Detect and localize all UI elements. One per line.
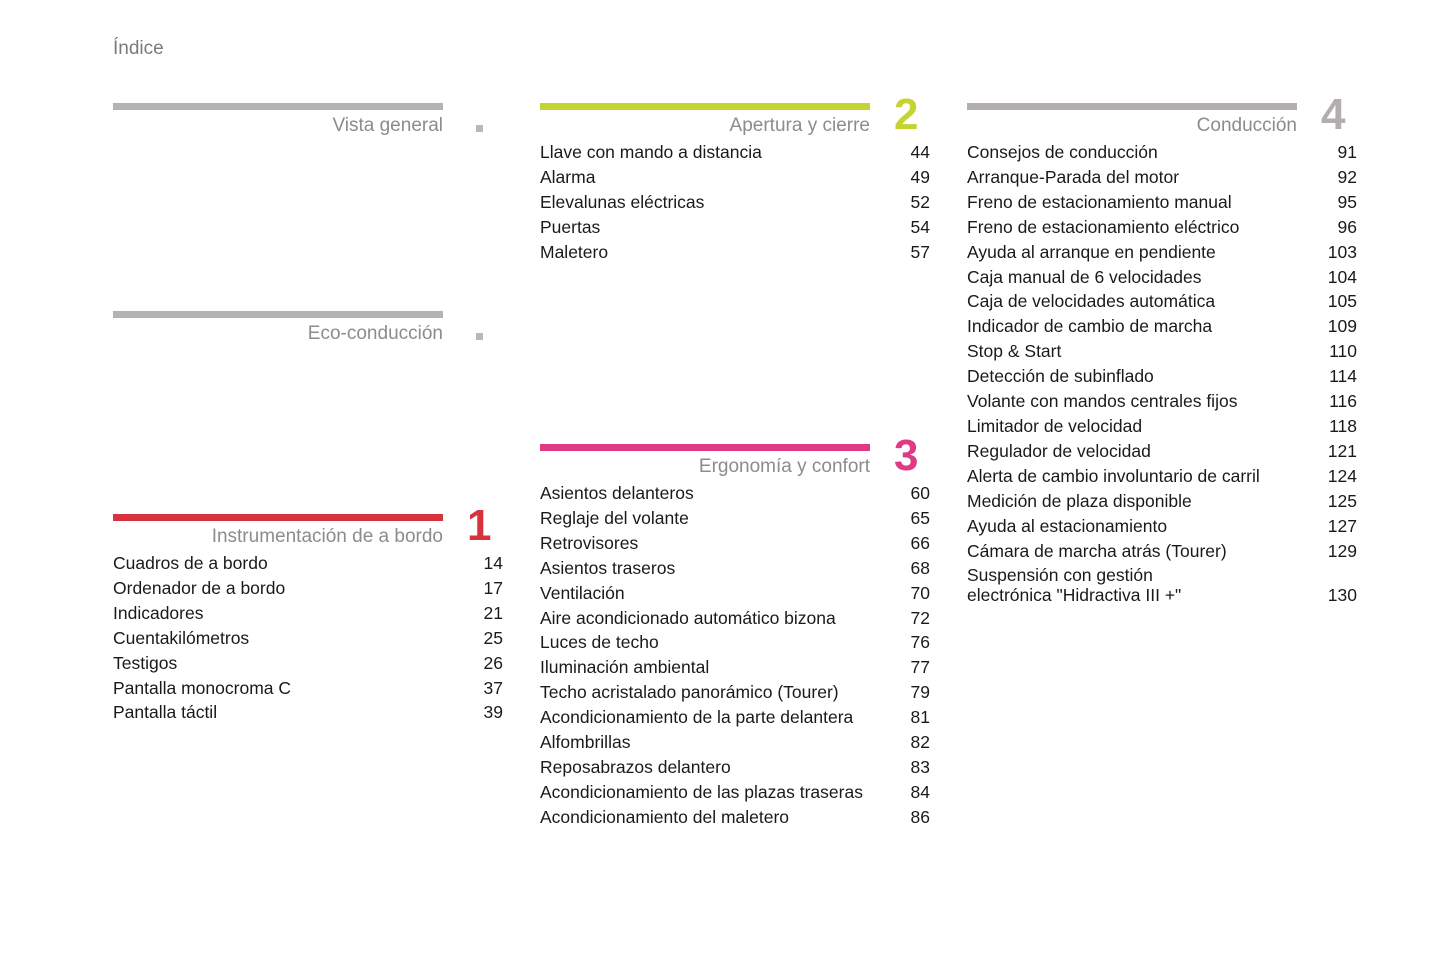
toc-entry[interactable] bbox=[113, 626, 503, 651]
entry-page: 76 bbox=[910, 632, 930, 653]
entry-page: 127 bbox=[1327, 515, 1357, 536]
entry-page: 82 bbox=[910, 732, 930, 753]
entry-title: Arranque-Parada del motor bbox=[967, 166, 1180, 187]
entry-title: Regulador de velocidad bbox=[967, 440, 1151, 461]
entry-page: 121 bbox=[1327, 440, 1357, 461]
section-title[interactable]: Eco-conducción bbox=[307, 323, 443, 344]
section-bar bbox=[113, 311, 443, 318]
section-bar bbox=[540, 444, 870, 451]
toc-entry[interactable] bbox=[967, 265, 1357, 290]
toc-entry[interactable] bbox=[967, 464, 1357, 489]
entry-title: Indicador de cambio de marcha bbox=[967, 316, 1213, 337]
toc-entry[interactable] bbox=[967, 389, 1357, 414]
section-bar bbox=[540, 103, 870, 110]
toc-entry[interactable] bbox=[967, 190, 1357, 215]
toc-entry[interactable] bbox=[540, 780, 930, 805]
toc-entry[interactable] bbox=[540, 140, 930, 165]
entry-page: 104 bbox=[1327, 266, 1357, 287]
entry-page: 83 bbox=[910, 756, 930, 777]
toc-entry[interactable] bbox=[540, 680, 930, 705]
toc-entry[interactable] bbox=[113, 651, 503, 676]
entry-title: Freno de estacionamiento manual bbox=[967, 191, 1232, 212]
entry-page: 54 bbox=[910, 216, 930, 237]
toc-entry[interactable] bbox=[113, 700, 503, 725]
entry-page: 125 bbox=[1327, 490, 1357, 511]
section-title[interactable]: Conducción bbox=[1196, 115, 1297, 136]
section-title[interactable]: Vista general bbox=[332, 115, 443, 136]
entry-title: Reposabrazos delantero bbox=[540, 756, 731, 777]
toc-entry[interactable] bbox=[967, 364, 1357, 389]
entry-page: 84 bbox=[910, 781, 930, 802]
toc-entry[interactable] bbox=[540, 165, 930, 190]
toc-entry[interactable] bbox=[540, 215, 930, 240]
entry-title: Medición de plaza disponible bbox=[967, 490, 1192, 511]
entry-title: Asientos traseros bbox=[540, 557, 676, 578]
entry-page: 110 bbox=[1329, 341, 1357, 362]
entry-title: Indicadores bbox=[113, 602, 204, 623]
section-marker bbox=[476, 333, 483, 340]
entry-title: Elevalunas eléctricas bbox=[540, 191, 705, 212]
entry-title: Ordenador de a bordo bbox=[113, 577, 286, 598]
entry-title: Alfombrillas bbox=[540, 732, 631, 753]
entry-title: Cámara de marcha atrás (Tourer) bbox=[967, 540, 1227, 561]
entry-list bbox=[540, 140, 930, 265]
toc-entry[interactable] bbox=[540, 805, 930, 830]
entry-page: 86 bbox=[910, 806, 930, 827]
toc-entry[interactable] bbox=[967, 565, 1357, 605]
entry-title: Stop & Start bbox=[967, 341, 1062, 362]
entry-page: 77 bbox=[910, 657, 930, 678]
section-number: 4 bbox=[1321, 90, 1346, 139]
entry-page: 25 bbox=[483, 627, 503, 648]
toc-entry[interactable] bbox=[540, 755, 930, 780]
toc-entry[interactable] bbox=[540, 606, 930, 631]
entry-title: Asientos delanteros bbox=[540, 483, 694, 503]
section-title[interactable]: Ergonomía y confort bbox=[698, 456, 870, 477]
entry-page: 68 bbox=[910, 557, 930, 578]
section-bar bbox=[113, 514, 443, 521]
entry-title: Testigos bbox=[113, 652, 178, 673]
entry-title: Alarma bbox=[540, 166, 596, 187]
toc-entry[interactable] bbox=[540, 630, 930, 655]
entry-title: Llave con mando a distancia bbox=[540, 142, 762, 162]
toc-entry[interactable] bbox=[113, 576, 503, 601]
entry-page: 39 bbox=[483, 702, 503, 723]
entry-title bbox=[967, 565, 1191, 605]
entry-title: Acondicionamiento de las plazas traseras bbox=[540, 781, 863, 802]
entry-title: Ayuda al arranque en pendiente bbox=[967, 241, 1216, 262]
entry-page: 114 bbox=[1329, 366, 1357, 387]
section-bar bbox=[113, 103, 443, 110]
toc-entry[interactable] bbox=[967, 514, 1357, 539]
toc-entry[interactable] bbox=[540, 481, 930, 506]
entry-page: 14 bbox=[483, 553, 503, 573]
entry-page: 57 bbox=[910, 241, 930, 262]
entry-title: Acondicionamiento de la parte delantera bbox=[540, 707, 854, 728]
toc-entry[interactable] bbox=[967, 489, 1357, 514]
section-title[interactable]: Apertura y cierre bbox=[729, 115, 870, 136]
entry-title: Caja manual de 6 velocidades bbox=[967, 266, 1202, 287]
entry-page: 26 bbox=[483, 652, 503, 673]
entry-page: 96 bbox=[1337, 216, 1357, 237]
entry-page: 79 bbox=[910, 682, 930, 703]
entry-title: Volante con mandos centrales fijos bbox=[967, 391, 1238, 412]
entry-page: 66 bbox=[910, 532, 930, 553]
entry-title: Reglaje del volante bbox=[540, 507, 689, 528]
entry-page: 103 bbox=[1327, 241, 1357, 262]
entry-title: Puertas bbox=[540, 216, 601, 237]
entry-page: 17 bbox=[483, 577, 503, 598]
entry-page: 70 bbox=[910, 582, 930, 603]
entry-page: 92 bbox=[1337, 166, 1357, 187]
entry-list bbox=[540, 481, 930, 830]
toc-entry[interactable] bbox=[540, 240, 930, 265]
entry-title: Cuentakilómetros bbox=[113, 627, 250, 648]
toc-entry[interactable] bbox=[540, 506, 930, 531]
entry-page: 129 bbox=[1327, 540, 1357, 561]
toc-entry[interactable] bbox=[113, 601, 503, 626]
entry-title: Iluminación ambiental bbox=[540, 657, 710, 678]
entry-title: Techo acristalado panorámico (Tourer) bbox=[540, 682, 839, 703]
entry-page: 65 bbox=[910, 507, 930, 528]
section-title[interactable]: Instrumentación de a bordo bbox=[211, 526, 443, 547]
section-number: 3 bbox=[894, 431, 919, 480]
toc-entry[interactable] bbox=[967, 414, 1357, 439]
entry-title: Consejos de conducción bbox=[967, 142, 1158, 162]
toc-entry[interactable] bbox=[540, 705, 930, 730]
entry-title-line: Suspensión con gestión bbox=[967, 565, 1153, 586]
entry-title: Maletero bbox=[540, 241, 609, 262]
entry-page: 130 bbox=[1327, 585, 1357, 606]
entry-title: Detección de subinflado bbox=[967, 366, 1154, 387]
entry-title: Caja de velocidades automática bbox=[967, 291, 1216, 312]
section-number: 1 bbox=[467, 501, 492, 550]
toc-entry[interactable] bbox=[967, 240, 1357, 265]
toc-entry[interactable] bbox=[113, 551, 503, 576]
entry-page: 21 bbox=[483, 602, 503, 623]
entry-list bbox=[967, 140, 1357, 605]
entry-title: Acondicionamiento del maletero bbox=[540, 806, 790, 827]
toc-entry[interactable] bbox=[967, 140, 1357, 165]
entry-page: 124 bbox=[1327, 465, 1357, 486]
entry-title: Freno de estacionamiento eléctrico bbox=[967, 216, 1240, 237]
entry-page: 37 bbox=[483, 677, 503, 698]
entry-title: Pantalla monocroma C bbox=[113, 677, 291, 698]
entry-list bbox=[113, 551, 503, 725]
page-title: Índice bbox=[113, 38, 164, 59]
section-bar bbox=[967, 103, 1297, 110]
toc-entry[interactable] bbox=[967, 314, 1357, 339]
entry-page: 49 bbox=[910, 166, 930, 187]
entry-title: Ayuda al estacionamiento bbox=[967, 515, 1168, 536]
entry-page: 91 bbox=[1337, 142, 1357, 162]
entry-title: Retrovisores bbox=[540, 532, 639, 553]
toc-entry[interactable] bbox=[540, 190, 930, 215]
entry-page: 116 bbox=[1329, 391, 1357, 412]
entry-page: 118 bbox=[1329, 415, 1357, 436]
toc-entry[interactable] bbox=[540, 581, 930, 606]
entry-title: Pantalla táctil bbox=[113, 702, 218, 723]
entry-page: 52 bbox=[910, 191, 930, 212]
entry-page: 109 bbox=[1327, 316, 1357, 337]
entry-title: Cuadros de a bordo bbox=[113, 553, 268, 573]
toc-entry[interactable] bbox=[540, 655, 930, 680]
entry-title: Limitador de velocidad bbox=[967, 415, 1143, 436]
toc-entry[interactable] bbox=[540, 531, 930, 556]
toc-entry[interactable] bbox=[967, 289, 1357, 314]
entry-title: Alerta de cambio involuntario de carril bbox=[967, 465, 1260, 486]
toc-entry[interactable] bbox=[967, 339, 1357, 364]
entry-page: 81 bbox=[910, 707, 930, 728]
toc-entry[interactable] bbox=[967, 439, 1357, 464]
entry-page: 60 bbox=[910, 483, 930, 503]
toc-entry[interactable] bbox=[540, 556, 930, 581]
toc-entry[interactable] bbox=[967, 165, 1357, 190]
entry-title: Ventilación bbox=[540, 582, 625, 603]
section-number: 2 bbox=[894, 90, 919, 139]
entry-page: 72 bbox=[910, 607, 930, 628]
entry-title: Luces de techo bbox=[540, 632, 659, 653]
entry-page: 105 bbox=[1327, 291, 1357, 312]
toc-entry[interactable] bbox=[540, 730, 930, 755]
entry-title-line: electrónica "Hidractiva III +" bbox=[967, 585, 1182, 606]
toc-entry[interactable] bbox=[113, 676, 503, 701]
toc-entry[interactable] bbox=[967, 215, 1357, 240]
entry-page: 95 bbox=[1337, 191, 1357, 212]
entry-title: Aire acondicionado automático bizona bbox=[540, 607, 836, 628]
toc-entry[interactable] bbox=[967, 539, 1357, 564]
entry-page: 44 bbox=[910, 142, 930, 162]
section-marker bbox=[476, 125, 483, 132]
